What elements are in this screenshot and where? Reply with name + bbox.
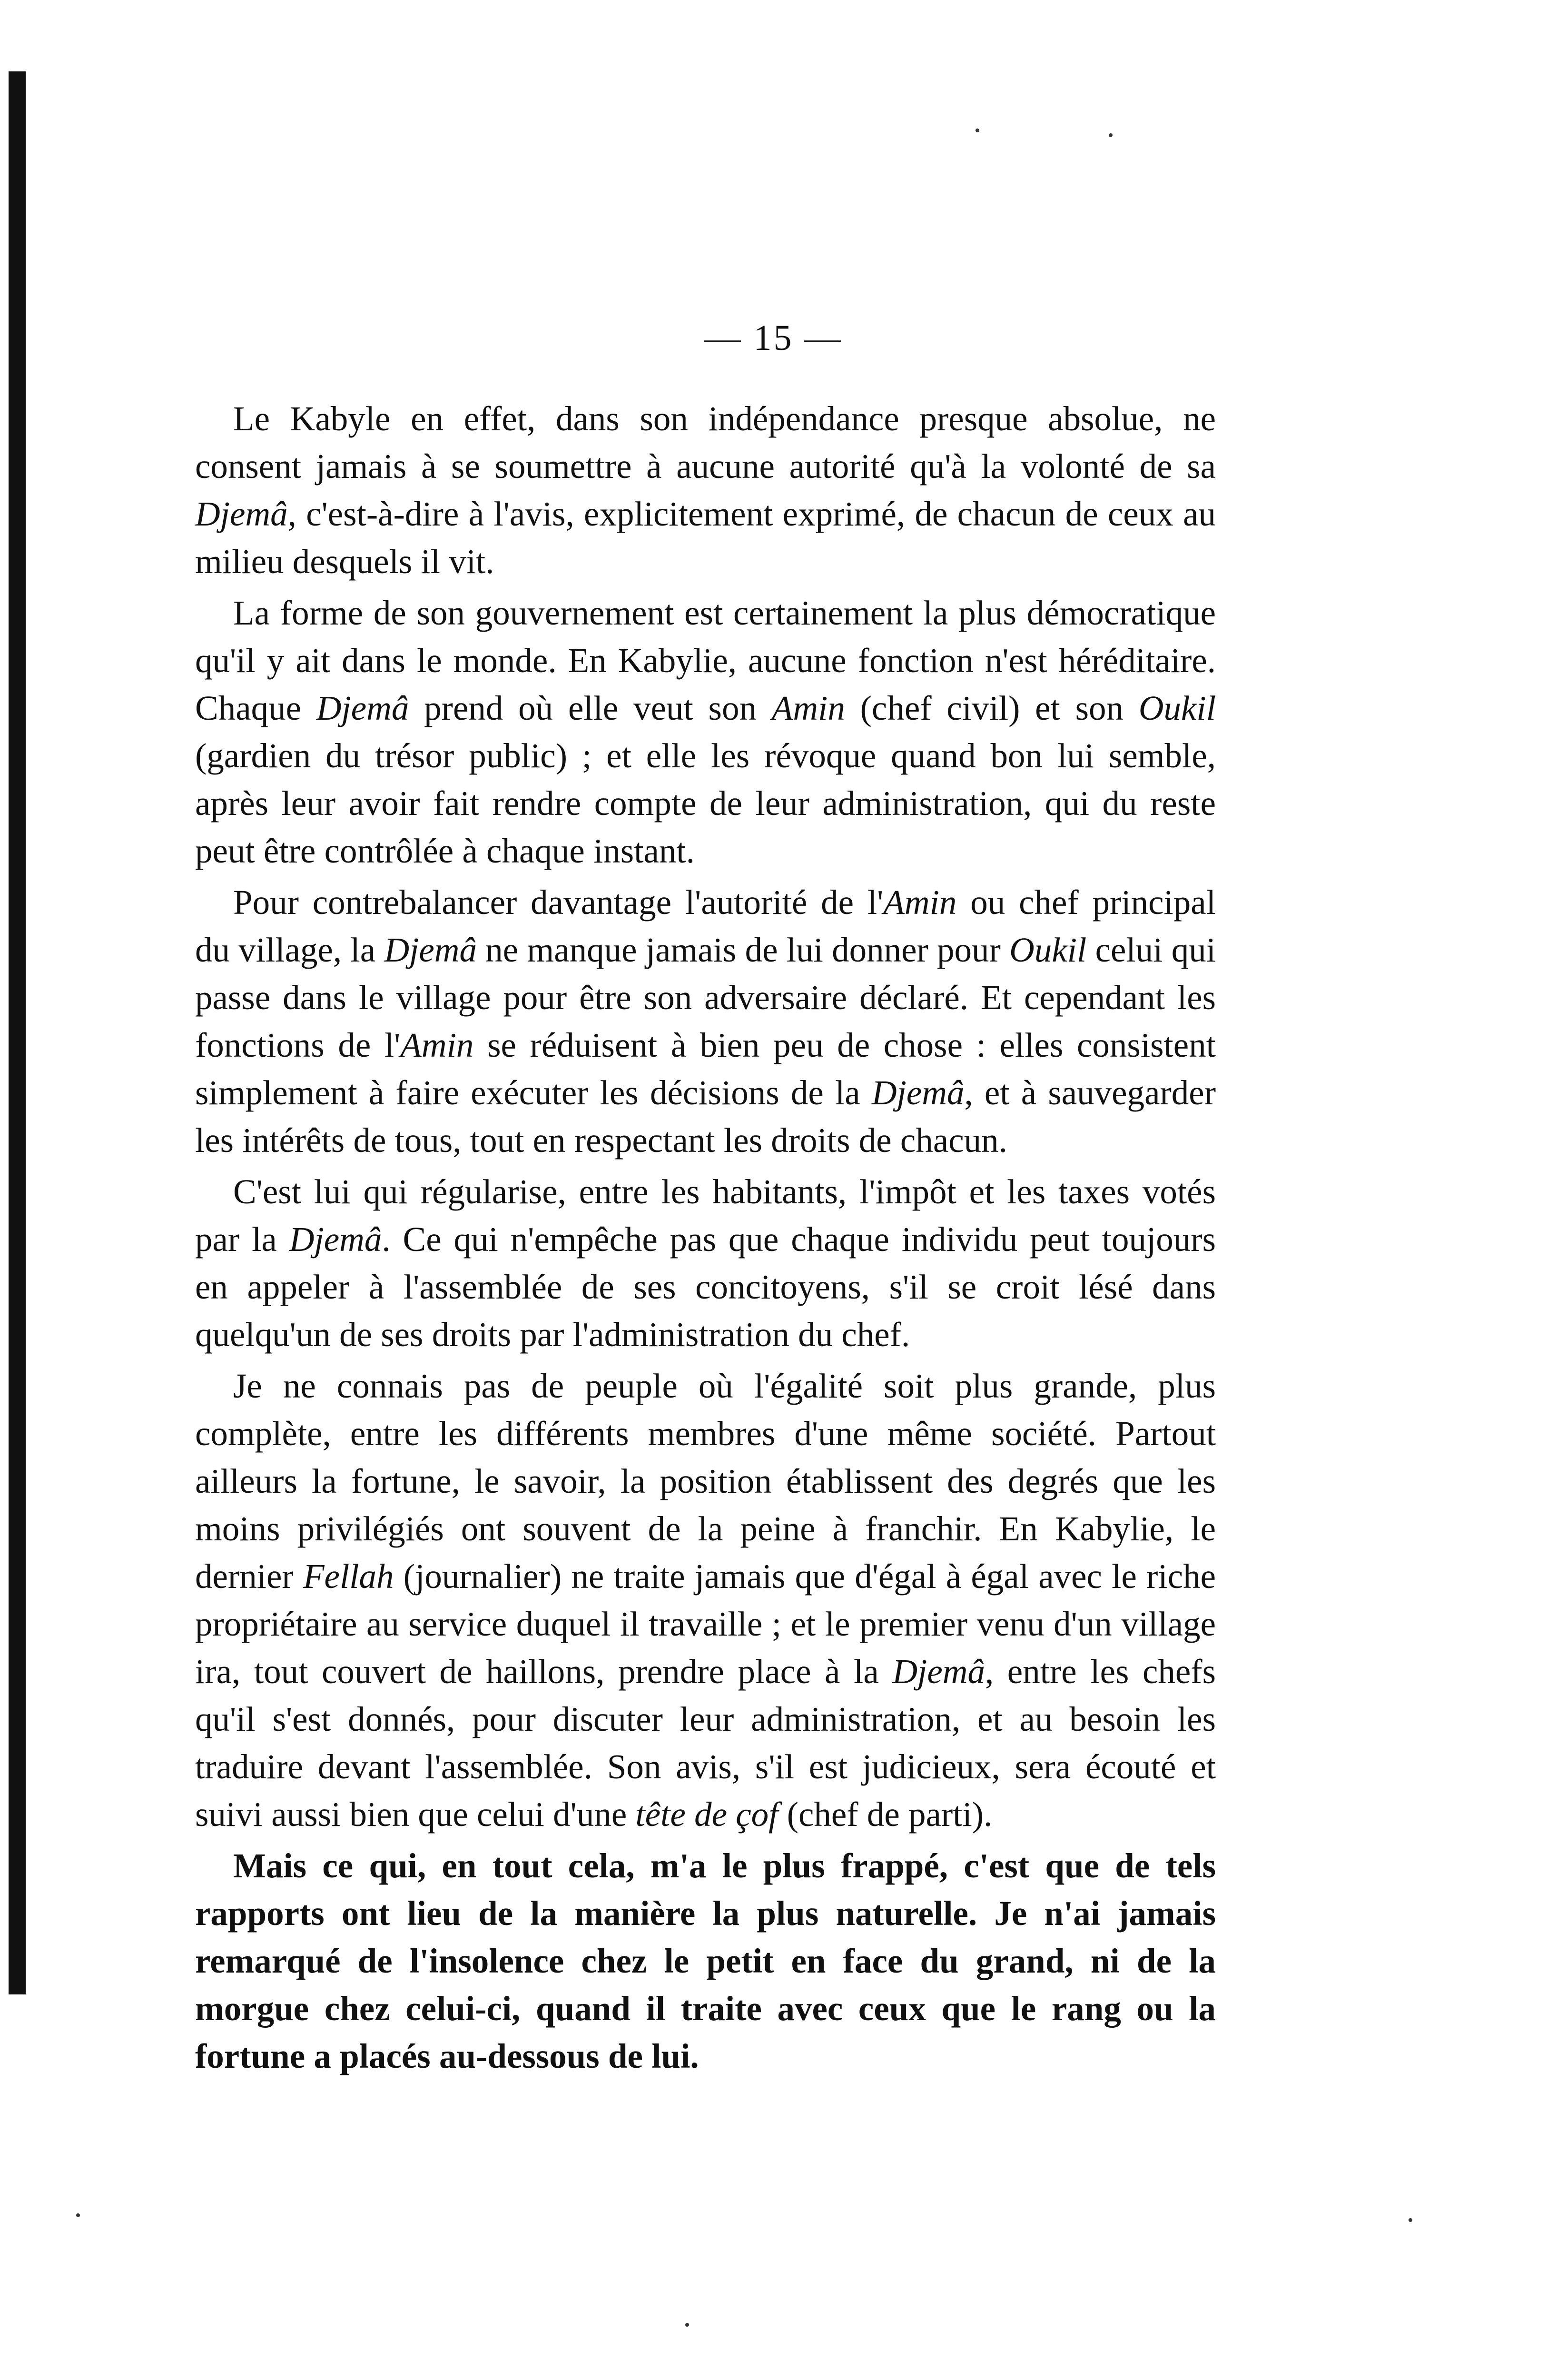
italic-term: Djemâ [289, 1220, 382, 1259]
text-run: , et à sauvegarder les intérêts de tous, tout en respectant les droits de chacun. [195, 1073, 1216, 1160]
text-run: , c'est-à-dire à l'avis, explicitement exprimé, de chacun de ceux au milieu desquels il vit. [195, 495, 1216, 581]
scan-speck [685, 2323, 689, 2327]
paragraph-4 [195, 1168, 1216, 1359]
italic-term: tête de çof [635, 1795, 778, 1834]
italic-term: Amin [400, 1026, 474, 1064]
text-run: . Ce qui n'empêche pas que chaque individu peut toujours en appeler à l'assemblée de ses concitoyens, s'il se croit lésé dans quelqu'un de ses droits par l'administration du chef. [195, 1220, 1216, 1354]
text-run: Mais ce qui, en tout cela, m'a le plus frappé, c'est que de tels rapports ont lieu de la manière la plus naturelle. Je n'ai jamais remarqué de l'insolence chez le petit en face du grand, ni de la morgue chez celui-ci, quand il traite avec ceux que le rang ou la fortune a placés au-dessous de lui. [195, 1846, 1216, 2075]
scan-speck [1409, 2218, 1412, 2222]
paragraph-6 [195, 1842, 1216, 2080]
paragraph-1 [195, 395, 1216, 585]
italic-term: Oukil [1009, 931, 1087, 969]
scan-speck [1109, 133, 1113, 137]
text-run: (journalier) ne traite jamais que d'égal à égal avec le riche propriétaire au service duquel il travaille ; et le premier venu d'un village ira, tout couvert de haillons, prendre place à la [195, 1557, 1216, 1691]
text-run: Le Kabyle en effet, dans son indépendance presque absolue, ne consent jamais à se soumettre à aucune autorité qu'à la volonté de sa [195, 399, 1216, 486]
text-run: , entre les chefs qu'il s'est donnés, pour discuter leur administration, et au besoin les traduire devant l'assemblée. Son avis, s'il est judicieux, sera écouté et suivi aussi bien que celui d'une [195, 1652, 1216, 1834]
text-run: Pour contrebalancer davantage l'autorité de l' [233, 883, 884, 922]
italic-term: Amin [771, 689, 845, 727]
body-text [195, 395, 1216, 2084]
text-run: ne manque jamais de lui donner pour [477, 931, 1010, 969]
italic-term: Amin [883, 883, 957, 922]
paragraph-2 [195, 589, 1216, 875]
text-run: (chef de parti). [778, 1795, 993, 1834]
paragraph-3 [195, 879, 1216, 1164]
text-run: se réduisent à bien peu de chose : elles consistent simplement à faire exécuter les décisions de la [195, 1026, 1216, 1112]
scan-speck [76, 2213, 80, 2217]
text-run: Je ne connais pas de peuple où l'égalité soit plus grande, plus complète, entre les différents membres d'une même société. Partout ailleurs la fortune, le savoir, la position établissent des degrés que les moins privilégiés ont souvent de la peine à franchir. En Kabylie, le dernier [195, 1367, 1216, 1596]
italic-term: Fellah [303, 1557, 394, 1596]
italic-term: Djemâ [892, 1652, 985, 1691]
text-run: (gardien du trésor public) ; et elle les révoque quand bon lui semble, après leur avoir fait rendre compte de leur administration, qui du reste peut être contrôlée à chaque instant. [195, 736, 1216, 870]
page-number: — 15 — [704, 318, 843, 358]
italic-term: Djemâ [384, 931, 477, 969]
text-run: prend où elle veut son [409, 689, 772, 727]
paragraph-5 [195, 1362, 1216, 1838]
text-run: La forme de son gouvernement est certainement la plus démocratique qu'il y ait dans le monde. En Kabylie, aucune fonction n'est héréditaire. Chaque [195, 594, 1216, 727]
text-run: (chef civil) et son [845, 689, 1139, 727]
text-run: celui qui passe dans le village pour être son adversaire déclaré. Et cependant les fonctions de l' [195, 931, 1216, 1064]
italic-term: Djemâ [871, 1073, 965, 1112]
scan-speck [975, 129, 979, 132]
text-run: ou chef principal du village, la [195, 883, 1216, 969]
italic-term: Djemâ [195, 495, 288, 533]
italic-term: Oukil [1138, 689, 1216, 727]
italic-term: Djemâ [316, 689, 409, 727]
text-run: C'est lui qui régularise, entre les habitants, l'impôt et les taxes votés par la [195, 1172, 1216, 1259]
